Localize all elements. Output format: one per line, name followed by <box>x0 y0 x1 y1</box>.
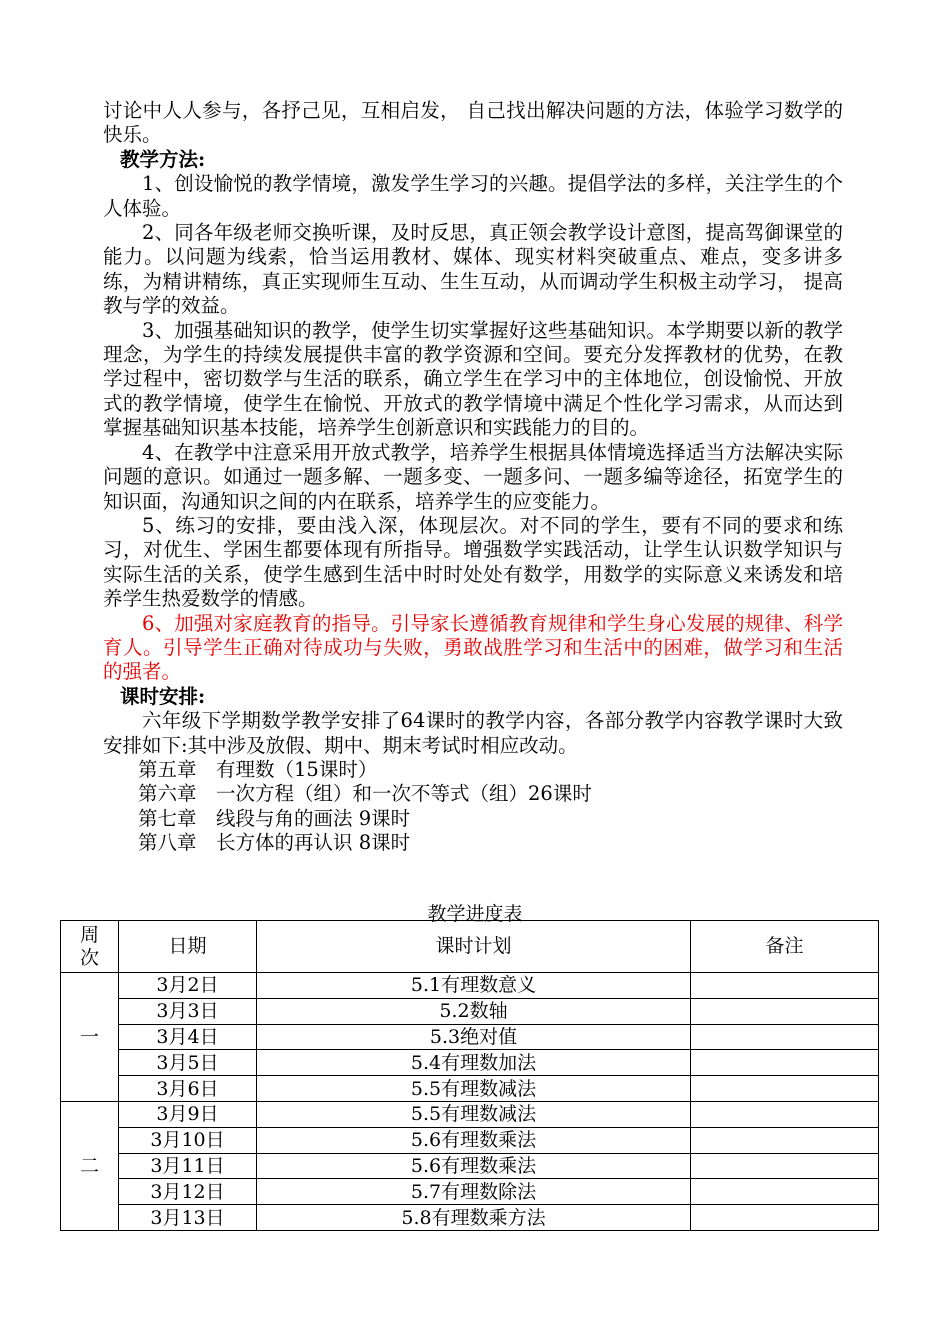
note-cell <box>691 1050 879 1076</box>
schedule-heading: 课时安排: <box>120 684 206 708</box>
note-cell <box>691 1076 879 1102</box>
note-cell <box>691 1153 879 1179</box>
intro-paragraph: 讨论中人人参与，各抒己见，互相启发， 自己找出解决问题的方法，体验学习数学的快乐。 <box>103 99 843 147</box>
date-cell: 3月13日 <box>119 1205 257 1231</box>
chapter-line: 第七章 线段与角的画法 9课时 <box>138 806 411 830</box>
plan-cell: 5.2数轴 <box>257 998 691 1024</box>
table-row <box>61 998 879 1024</box>
date-cell: 3月10日 <box>119 1127 257 1153</box>
table-row <box>61 1153 879 1179</box>
chapter-line: 第五章 有理数（15课时） <box>138 757 378 781</box>
date-cell: 3月3日 <box>119 998 257 1024</box>
table-row <box>61 1179 879 1205</box>
table-caption: 教学进度表 <box>427 903 523 925</box>
plan-cell: 5.7有理数除法 <box>257 1179 691 1205</box>
method-paragraph-3: 3、加强基础知识的教学，使学生切实掌握好这些基础知识。本学期要以新的教学理念，为学生的持续发展提供丰富的教学资源和空间。要充分发挥教材的优势，在教学过程中，密切数学与生活的联系，确立学生在学习中的主体地位，创设愉悦、开放式的教学情境，使学生在愉悦、开放式的教学情境中满足个性化学习需求，从而达到掌握基础知识基本技能，培养学生创新意识和实践能力的目的。 <box>103 318 843 440</box>
header-week: 周次 <box>61 921 119 973</box>
plan-cell: 5.6有理数乘法 <box>257 1127 691 1153</box>
table-row <box>61 1024 879 1050</box>
chapter-line: 第六章 一次方程（组）和一次不等式（组）26课时 <box>138 782 592 806</box>
plan-cell: 5.6有理数乘法 <box>257 1153 691 1179</box>
week-cell: 二 <box>61 1101 119 1230</box>
table-row <box>61 1076 879 1102</box>
note-cell <box>691 1127 879 1153</box>
table-row <box>61 973 879 999</box>
date-cell: 3月2日 <box>119 973 257 999</box>
week-cell: 一 <box>61 973 119 1102</box>
header-plan: 课时计划 <box>257 921 691 973</box>
header-date: 日期 <box>119 921 257 973</box>
chapter-line: 第八章 长方体的再认识 8课时 <box>138 831 411 855</box>
table-row <box>61 1205 879 1231</box>
date-cell: 3月5日 <box>119 1050 257 1076</box>
method-paragraph-5: 5、练习的安排，要由浅入深，体现层次。对不同的学生，要有不同的要求和练习，对优生、学困生都要体现有所指导。增强数学实践活动，让学生认识数学知识与实际生活的关系，使学生感到生活中时时处处有数学，用数学的实际意义来诱发和培养学生热爱数学的情感。 <box>103 513 843 611</box>
note-cell <box>691 973 879 999</box>
date-cell: 3月12日 <box>119 1179 257 1205</box>
note-cell <box>691 1179 879 1205</box>
plan-cell: 5.4有理数加法 <box>257 1050 691 1076</box>
note-cell <box>691 998 879 1024</box>
date-cell: 3月4日 <box>119 1024 257 1050</box>
table-row <box>61 1127 879 1153</box>
method-paragraph-2: 2、同各年级老师交换听课，及时反思，真正领会教学设计意图，提高驾御课堂的能力。以问题为线索，恰当运用教材、媒体、现实材料突破重点、难点，变多讲多练，为精讲精练，真正实现师生互动、生生互动，从而调动学生积极主动学习， 提高教与学的效益。 <box>103 221 843 318</box>
schedule-intro: 六年级下学期数学教学安排了64课时的教学内容，各部分教学内容教学课时大致安排如下:其中涉及放假、期中、期末考试时相应改动。 <box>103 709 843 757</box>
plan-cell: 5.3绝对值 <box>257 1024 691 1050</box>
table-row <box>61 1101 879 1127</box>
header-note: 备注 <box>691 921 879 973</box>
table-header-row <box>61 921 879 973</box>
schedule-table <box>60 920 879 1231</box>
methods-heading: 教学方法: <box>120 147 206 171</box>
method-paragraph-1: 1、创设愉悦的教学情境，激发学生学习的兴趣。提倡学法的多样，关注学生的个人体验。 <box>103 172 843 220</box>
note-cell <box>691 1101 879 1127</box>
body-text <box>103 99 843 856</box>
method-paragraph-4: 4、在教学中注意采用开放式教学，培养学生根据具体情境选择适当方法解决实际问题的意识。如通过一题多解、一题多变、一题多问、一题多编等途径，拓宽学生的知识面，沟通知识之间的内在联系，培养学生的应变能力。 <box>103 440 843 513</box>
date-cell: 3月9日 <box>119 1101 257 1127</box>
date-cell: 3月6日 <box>119 1076 257 1102</box>
method-paragraph-6: 6、加强对家庭教育的指导。引导家长遵循教育规律和学生身心发展的规律、科学育人。引导学生正确对待成功与失败，勇敢战胜学习和生活中的困难，做学习和生活的强者。 <box>103 611 843 684</box>
plan-cell: 5.8有理数乘方法 <box>257 1205 691 1231</box>
table-row <box>61 1050 879 1076</box>
note-cell <box>691 1205 879 1231</box>
note-cell <box>691 1024 879 1050</box>
plan-cell: 5.1有理数意义 <box>257 973 691 999</box>
plan-cell: 5.5有理数减法 <box>257 1101 691 1127</box>
date-cell: 3月11日 <box>119 1153 257 1179</box>
plan-cell: 5.5有理数减法 <box>257 1076 691 1102</box>
